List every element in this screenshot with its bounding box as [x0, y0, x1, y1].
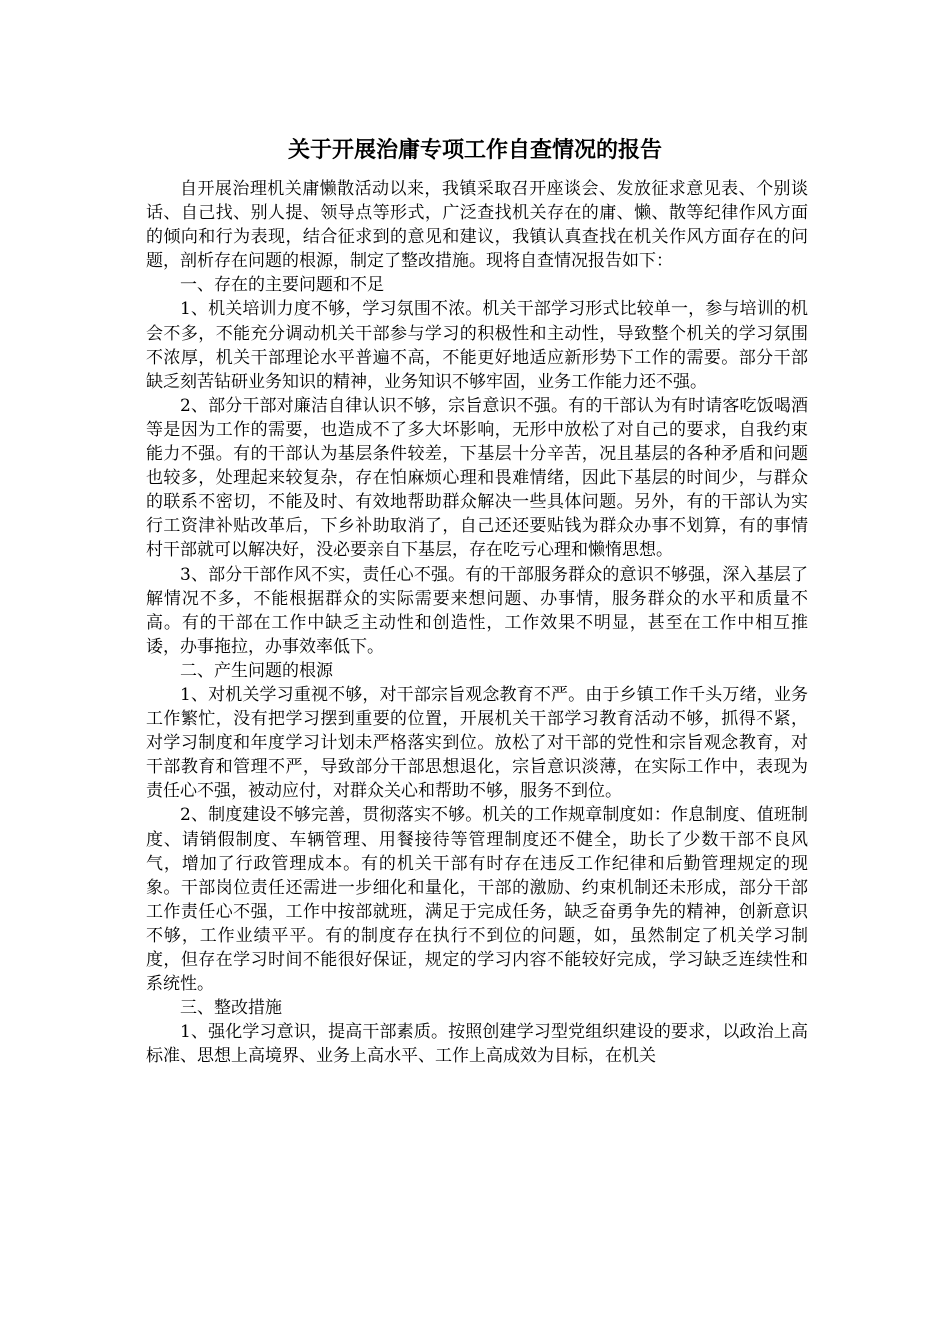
intro-paragraph: 自开展治理机关庸懒散活动以来，我镇采取召开座谈会、发放征求意见表、个别谈话、自己找、别人提、领导点等形式，广泛查找机关存在的庸、懒、散等纪律作风方面的倾向和行为表现，结合征求到的意见和建议，我镇认真查找在机关作风方面存在的问题，剖析存在问题的根源，制定了整改措施。现将自查情况报告如下： [146, 179, 808, 272]
problem-paragraph-2: 2、部分干部对廉洁自律认识不够，宗旨意识不强。有的干部认为有时请客吃饭喝酒等是因为工作的需要，也造成不了多大坏影响，无形中放松了对自己的要求，自我约束能力不强。有的干部认为基层条件较差，下基层十分辛苦，况且基层的各种矛盾和问题也较多，处理起来较复杂，存在怕麻烦心理和畏难情绪，因此下基层的时间少，与群众的联系不密切，不能及时、有效地帮助群众解决一些具体问题。另外，有的干部认为实行工资津补贴改革后，下乡补助取消了，自己还还要贴钱为群众办事不划算，有的事情村干部就可以解决好，没必要亲自下基层，存在吃亏心理和懒惰思想。 [146, 395, 808, 561]
cause-paragraph-1: 1、对机关学习重视不够，对干部宗旨观念教育不严。由于乡镇工作千头万绪，业务工作繁忙，没有把学习摆到重要的位置，开展机关干部学习教育活动不够，抓得不紧，对学习制度和年度学习计划未严格落实到位。放松了对干部的党性和宗旨观念教育，对干部教育和管理不严，导致部分干部思想退化，宗旨意识淡薄，在实际工作中，表现为责任心不强，被动应付，对群众关心和帮助不够，服务不到位。 [146, 684, 808, 802]
cause-paragraph-2: 2、制度建设不够完善，贯彻落实不够。机关的工作规章制度如：作息制度、值班制度、请销假制度、车辆管理、用餐接待等管理制度还不健全，助长了少数干部不良风气，增加了行政管理成本。有的机关干部有时存在违反工作纪律和后勤管理规定的现象。干部岗位责任还需进一步细化和量化，干部的激励、约束机制还未形成，部分干部工作责任心不强，工作中按部就班，满足于完成任务，缺乏奋勇争先的精神，创新意识不够，工作业绩平平。有的制度存在执行不到位的问题，如，虽然制定了机关学习制度，但存在学习时间不能很好保证，规定的学习内容不能较好完成，学习缺乏连续性和系统性。 [146, 805, 808, 995]
section-heading-causes: 二、产生问题的根源 [180, 660, 333, 681]
problem-paragraph-1: 1、机关培训力度不够，学习氛围不浓。机关干部学习形式比较单一，参与培训的机会不多，不能充分调动机关干部参与学习的积极性和主动性，导致整个机关的学习氛围不浓厚，机关干部理论水平普遍不高，不能更好地适应新形势下工作的需要。部分干部缺乏刻苦钻研业务知识的精神，业务知识不够牢固，业务工作能力还不强。 [146, 299, 808, 392]
problem-paragraph-3: 3、部分干部作风不实，责任心不强。有的干部服务群众的意识不够强，深入基层了解情况不多，不能根据群众的实际需要来想问题、办事情，服务群众的水平和质量不高。有的干部在工作中缺乏主动性和创造性，工作效果不明显，甚至在工作中相互推诿，办事拖拉，办事效率低下。 [146, 564, 808, 657]
document-body [146, 177, 808, 1068]
section-heading-measures: 三、整改措施 [180, 998, 282, 1019]
document-title: 关于开展治庸专项工作自查情况的报告 [287, 138, 662, 163]
section-heading-problems: 一、存在的主要问题和不足 [180, 275, 384, 296]
measure-paragraph-1: 1、强化学习意识，提高干部素质。按照创建学习型党组织建设的要求，以政治上高标准、思想上高境界、业务上高水平、工作上高成效为目标，在机关 [146, 1022, 808, 1067]
